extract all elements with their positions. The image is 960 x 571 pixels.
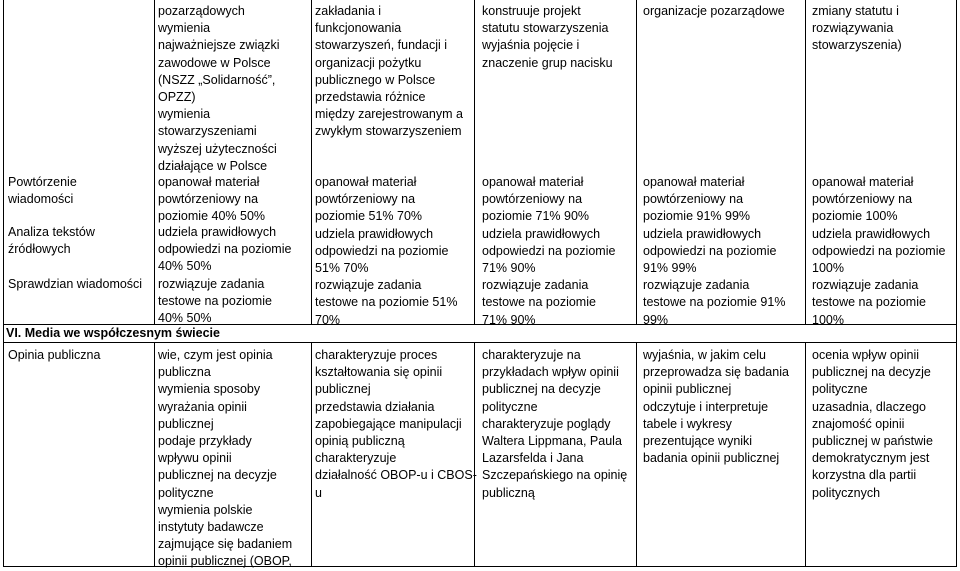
text-line: prezentujące wyniki [643,434,753,449]
text-line: publicznej na decyzje [482,382,601,397]
text-line: funkcjonowania [315,21,402,36]
col6-top-list [812,3,902,55]
text-line: odpowiedzi na poziomie [482,243,616,258]
col2-analiza [158,224,291,276]
text-line: 40% 50% [158,311,212,326]
text-line: opanował materiał [643,175,745,189]
text-line: udziela prawidłowych [158,225,277,239]
text-line: wymienia sposoby [158,382,261,397]
col3-grades [315,174,457,329]
text-line: polityczne [158,485,214,500]
text-line: odpowiedzi na poziomie [315,243,449,258]
text-line: opinii publicznej [643,382,732,397]
text-line: 71% 90% [482,261,536,276]
text-line: udziela prawidłowych [482,226,601,241]
text-line: publicznej [315,382,371,397]
text-line: zakładania i [315,4,382,18]
text-line: publiczna [158,365,211,380]
text-line: przykładach wpływ opinii [482,365,619,380]
text-line: powtórzeniowy na [158,192,259,207]
text-line: poziomie 40% 50% [158,209,266,224]
text-line: 71% 90% [482,312,536,327]
text-line: przeprowadza się badania [643,365,789,380]
text-line: organizacje pozarządowe [643,4,785,18]
section-bottom-rule [3,342,957,343]
column-divider-1b [154,342,155,567]
text-line: opanował materiał [812,175,914,189]
section-title: VI. Media we współczesnym świecie [6,326,220,340]
text-line: udziela prawidłowych [812,226,931,241]
text-line: stowarzyszeniami [158,124,257,139]
label-sprawdzian: Sprawdzian wiadomości [8,277,143,291]
text-line: Lazarsfelda i Jana [482,451,584,466]
text-line: stowarzyszenia) [812,38,902,53]
text-line: odczytuje i interpretuje [643,399,769,414]
text-line: między zarejestrowanym a [315,107,463,122]
text-line: uzasadnia, dlaczego [812,399,926,414]
col2-sprawdzian [158,276,272,328]
column-divider-4b [636,342,637,567]
text-line: stowarzyszeń, fundacji i [315,38,448,53]
text-line: zwykłym stowarzyszeniem [315,124,462,139]
col3-top-list [315,3,463,141]
text-line: pozarządowych [158,4,245,18]
text-line: ocenia wpływ opinii [812,348,920,362]
text-line: Waltera Lippmana, Paula [482,434,622,449]
text-line: 70% [315,312,341,327]
text-line: OPZZ) [158,90,196,105]
text-line: poziomie 71% 90% [482,209,590,224]
text-line: opanował materiał [482,175,584,189]
text-line: zmiany statutu i [812,4,899,18]
text-line: kształtowania się opinii [315,365,443,380]
text-line: przedstawia różnice [315,90,426,105]
text-line: politycznych [812,485,881,500]
table-border-right [956,0,957,567]
col2-opinia [158,347,292,571]
col5-top-list [643,3,785,20]
text-line: poziomie 100% [812,209,898,224]
text-line: znajomość opinii [812,416,905,431]
text-line: publicznej [158,416,214,431]
table-border-left [3,0,4,567]
text-line: zapobiegające manipulacji [315,416,462,431]
column-divider-5 [805,0,806,324]
text-line: powtórzeniowy na [482,192,583,207]
column-divider-2 [311,0,312,324]
text-line: rozwiązuje zadania [643,278,750,293]
text-line: opanował materiał [315,175,417,189]
text-line: powtórzeniowy na [643,192,744,207]
text-line: Szczepańskiego na opinię [482,468,628,483]
text-line: organizacji pożytku [315,55,422,70]
text-line: 100% [812,261,844,276]
text-line: demokratycznym jest [812,451,930,466]
text-line: udziela prawidłowych [643,226,762,241]
text-line: zawodowe w Polsce [158,55,271,70]
column-divider-1 [154,0,155,324]
text-line: wymienia [158,107,211,122]
text-line: poziomie 91% 99% [643,209,751,224]
text-line: opanował materiał [158,175,260,189]
text-line: wymienia polskie [158,502,253,517]
text-line: testowe na poziomie 51% [315,295,458,310]
text-line: testowe na poziomie [482,295,596,310]
text-line: poziomie 51% 70% [315,209,423,224]
label-analiza: Analiza tekstów źródłowych [8,225,95,257]
text-line: 91% 99% [643,261,697,276]
col5-opinia [643,347,789,467]
text-line: zajmujące się badaniem [158,537,293,552]
label-opinia: Opinia publiczna [8,348,101,362]
col2-top-list [158,3,280,175]
text-line: opinii publicznej (OBOP, [158,554,292,569]
text-line: tabele i wykresy [643,416,732,431]
col4-top-list [482,3,613,72]
text-line: przedstawia działania [315,399,435,414]
text-line: odpowiedzi na poziomie [158,242,292,257]
text-line: konstruuje projekt [482,4,581,18]
text-line: rozwiązuje zadania [812,278,919,293]
text-line: 99% [643,312,669,327]
text-line: wie, czym jest opinia [158,348,273,362]
col6-grades [812,174,945,329]
text-line: badania opinii publicznej [643,451,780,466]
text-line: charakteryzuje na [482,348,581,362]
text-line: (NSZZ „Solidarność”, [158,72,276,87]
text-line: udziela prawidłowych [315,226,434,241]
text-line: podaje przykłady [158,434,252,449]
col4-grades [482,174,615,329]
column-divider-2b [311,342,312,567]
text-line: wyrażania opinii [158,399,247,414]
text-line: u [315,485,322,500]
label-powtorzenie: Powtórzenie wiadomości [8,175,77,207]
text-line: testowe na poziomie [158,294,272,309]
col4-opinia [482,347,627,502]
text-line: charakteryzuje [315,451,397,466]
col5-grades [643,174,785,329]
text-line: wpływu opinii [158,451,232,466]
text-line: opinią publiczną [315,434,405,449]
text-line: 40% 50% [158,259,212,274]
text-line: wyjaśnia pojęcie i [482,38,580,53]
text-line: statutu stowarzyszenia [482,21,609,36]
text-line: najważniejsze związki [158,38,280,53]
text-line: działalność OBOP-u i CBOS- [315,468,477,483]
text-line: polityczne [482,399,538,414]
text-line: wyższej użyteczności [158,141,277,156]
text-line: powtórzeniowy na [812,192,913,207]
text-line: rozwiązuje zadania [482,278,589,293]
text-line: rozwiązuje zadania [158,277,265,291]
col3-opinia [315,347,477,502]
column-divider-5b [805,342,806,567]
col2-powtorzenie [158,174,265,226]
text-line: wyjaśnia, w jakim celu [643,348,766,362]
text-line: publicznej na decyzje [158,468,277,483]
column-divider-3 [474,0,475,324]
text-line: publicznej w państwie [812,434,933,449]
text-line: testowe na poziomie 91% [643,295,786,310]
text-line: odpowiedzi na poziomie [643,243,777,258]
text-line: 51% 70% [315,261,369,276]
text-line: 100% [812,312,844,327]
text-line: charakteryzuje poglądy [482,416,611,431]
text-line: znaczenie grup nacisku [482,55,613,70]
text-line: rozwiązywania [812,21,894,36]
col6-opinia [812,347,933,502]
text-line: polityczne [812,382,868,397]
column-divider-4 [636,0,637,324]
text-line: publiczną [482,485,535,500]
text-line: publicznego w Polsce [315,72,436,87]
text-line: wymienia [158,21,211,36]
text-line: instytuty badawcze [158,520,264,535]
text-line: korzystna dla partii [812,468,917,483]
text-line: działające w Polsce [158,158,268,173]
text-line: publicznej na decyzje [812,365,931,380]
text-line: testowe na poziomie [812,295,926,310]
text-line: rozwiązuje zadania [315,278,422,293]
text-line: charakteryzuje proces [315,348,438,362]
text-line: powtórzeniowy na [315,192,416,207]
text-line: odpowiedzi na poziomie [812,243,946,258]
